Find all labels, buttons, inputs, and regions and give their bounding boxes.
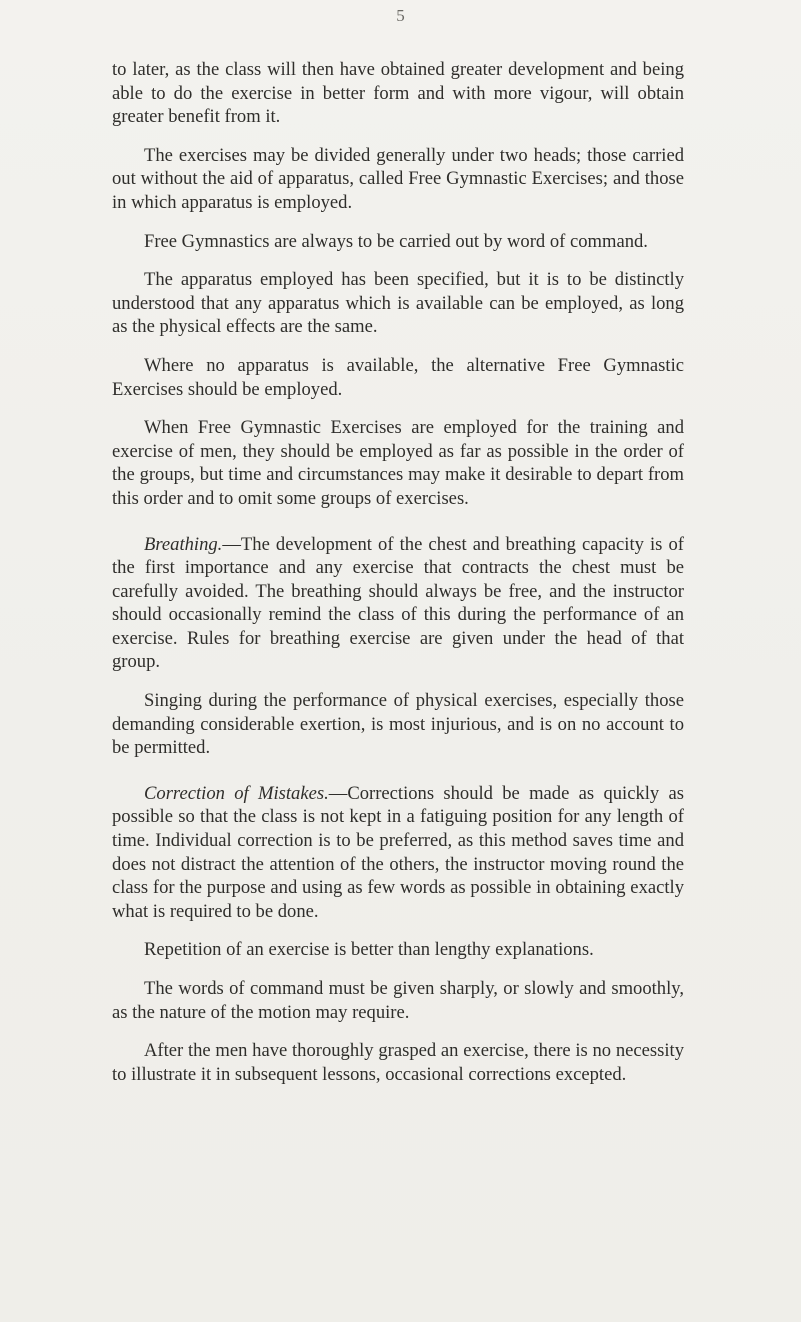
paragraph-free-gymnastics-command: Free Gymnastics are always to be carried out by word of command. [144, 230, 648, 252]
paragraph-correction-of-mistakes [112, 782, 684, 924]
paragraph-after-grasped: After the men have thoroughly grasped an exercise, there is no necessity to illustrate it in subsequent lessons, occasional corrections excepted. [112, 1040, 684, 1085]
paragraph-breathing [112, 533, 684, 675]
paragraph-no-apparatus: Where no apparatus is available, the alternative Free Gymnastic Exercises should be employed. [112, 354, 684, 400]
correction-text: —Corrections should be made as quickly as possible so that the class is not kept in a fatiguing position for any length of time. Individual correction is to be preferred, as this method saves time and does not distract the attention of the others, the instructor moving round the class for the purpose and using as few words as possible in obtaining exactly what is required to be done. [112, 782, 684, 922]
correction-heading: Correction of Mistakes. [144, 782, 329, 804]
paragraph-singing: Singing during the performance of physical exercises, especially those demanding considerable exertion, is most injurious, and is on no account to be permitted. [112, 690, 684, 759]
breathing-text: —The development of the chest and breathing capacity is of the first importance and any exercise that contracts the chest must be carefully avoided. The breathing should always be free, and the instructor should occasionally remind the class of this during the performance of an exercise. Rules for breathing exercise are given under the head of that group. [112, 533, 684, 673]
breathing-heading: Breathing. [144, 533, 223, 555]
paragraph-apparatus-specified: The apparatus employed has been specified, but it is to be distinctly understood that any apparatus which is available can be employed, as long as the physical effects are the same. [112, 269, 684, 338]
paragraph-repetition: Repetition of an exercise is better than lengthy explanations. [144, 939, 594, 961]
paragraph-exercise-divisions: The exercises may be divided generally under two heads; those carried out without the aid of apparatus, called Free Gymnastic Exercises; and those in which apparatus is employed. [112, 144, 684, 213]
paragraph-continuation: to later, as the class will then have obtained greater development and being able to do the exercise in better form and with more vigour, will obtain greater benefit from it. [112, 59, 684, 128]
page-body [112, 58, 684, 1101]
page-number: 5 [396, 6, 405, 25]
paragraph-words-of-command: The words of command must be given sharply, or slowly and smoothly, as the nature of the motion may require. [112, 978, 684, 1023]
paragraph-order-of-groups: When Free Gymnastic Exercises are employed for the training and exercise of men, they should be employed as far as possible in the order of the groups, but time and circumstances may make it desirable to depart from this order and to omit some groups of exercises. [112, 417, 684, 509]
